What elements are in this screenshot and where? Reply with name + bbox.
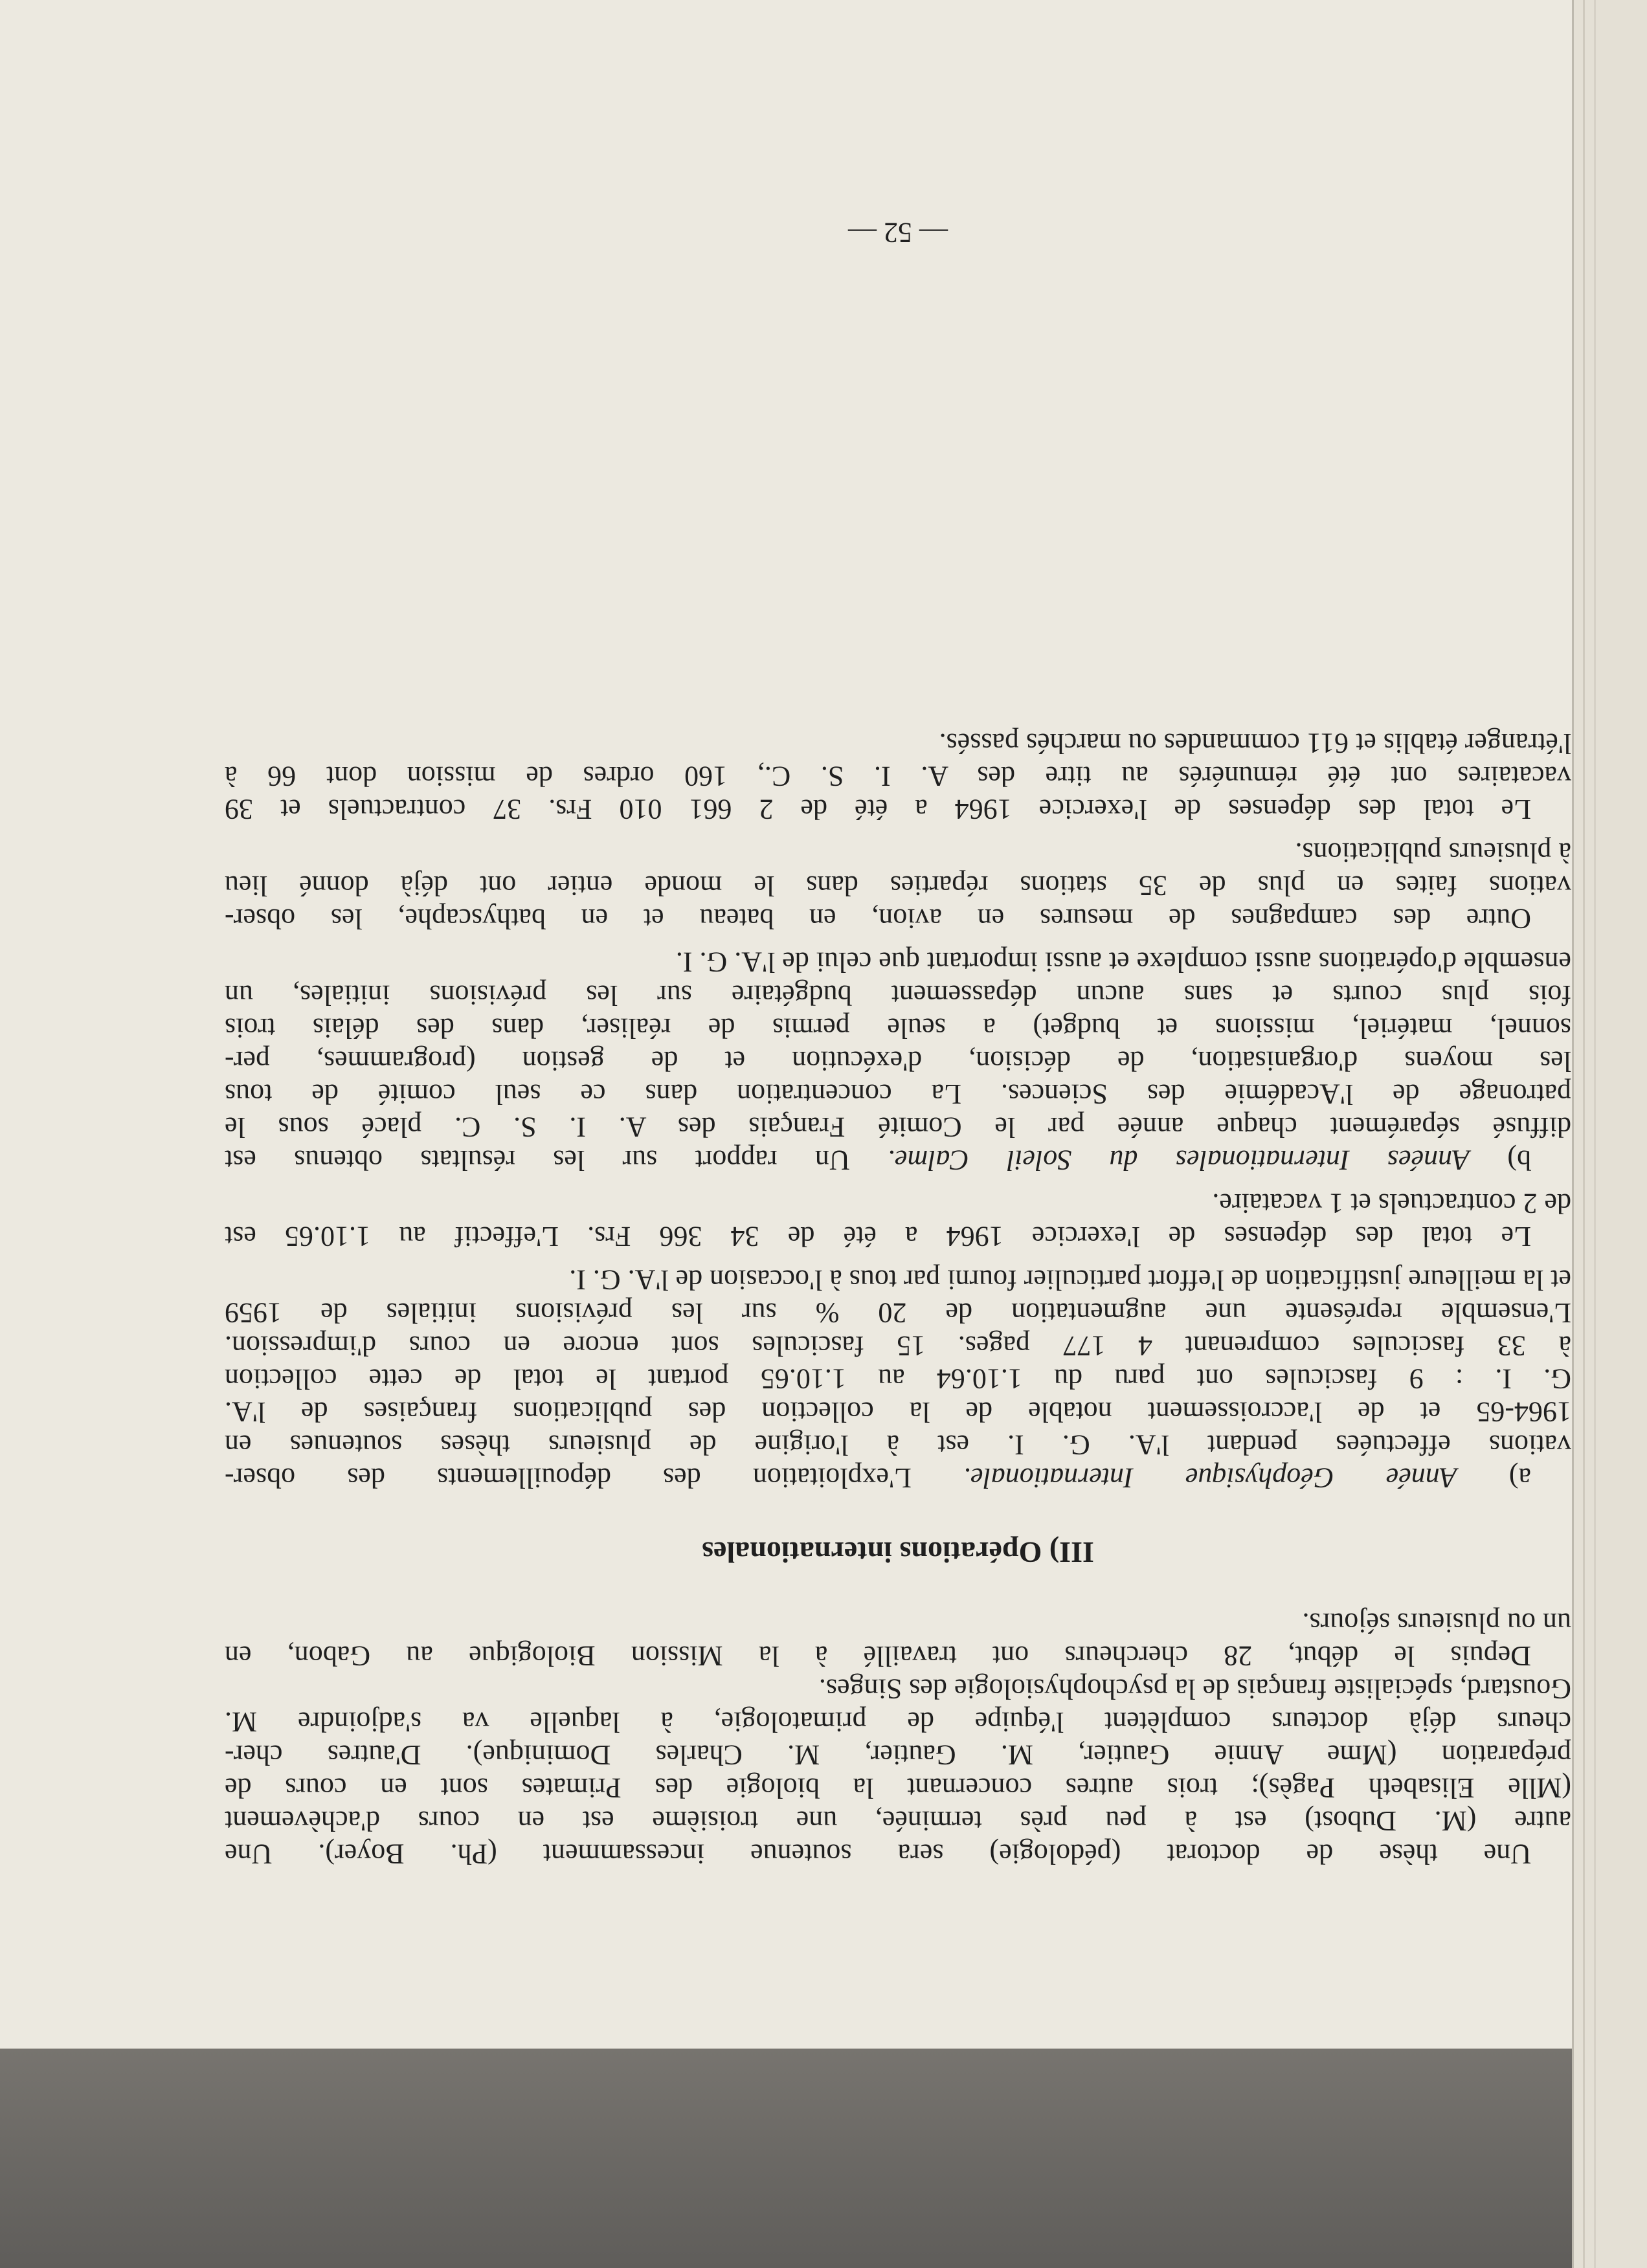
text-line <box>225 1362 1571 1395</box>
text-line <box>225 1739 1571 1772</box>
text-segment: ensemble d'opérations aussi complexe et aussi important que celui de l'A. G. I. <box>675 946 1571 978</box>
text-line <box>225 869 1571 902</box>
text-line <box>225 727 1571 760</box>
paragraph <box>225 1606 1571 1673</box>
text-segment: à plusieurs publications. <box>1295 837 1571 869</box>
text-segment: un ou plusieurs séjours. <box>1302 1607 1571 1639</box>
page-edge-line <box>1594 0 1596 2268</box>
text-line <box>225 1606 1571 1640</box>
text-segment: Outre des campagnes de mesures en avion, en bateau et en bathyscaphe, les obser- <box>225 903 1531 935</box>
paragraph-gap <box>225 935 1571 946</box>
text-segment: autre (M. Dubost) est à peu près terminée, une troisième est en cours d'achèvement <box>225 1805 1571 1837</box>
text-segment: l'étranger établis et 611 commandes ou marchés passés. <box>939 728 1571 759</box>
page-edge-line <box>1583 0 1585 2268</box>
text-segment: diffusé séparément chaque année par le Comité Français des A. I. S. C. placé sous le <box>225 1111 1571 1143</box>
text-segment: a) <box>1457 1462 1531 1494</box>
section-international-operations <box>225 727 1571 1495</box>
text-segment: 1964-65 et de l'accroissement notable de la collection des publications françaises de l'A. <box>225 1396 1571 1428</box>
text-line <box>225 1429 1571 1462</box>
paragraph-gap <box>225 826 1571 836</box>
text-line <box>225 1078 1571 1111</box>
text-line <box>225 1805 1571 1838</box>
paragraph <box>225 1187 1571 1253</box>
text-segment: L'exploitation des dépouillements des obser- <box>225 1462 963 1494</box>
text-segment: sonnel, matériel, missions et budget) a seule permis de réaliser, dans des délais trois <box>225 1012 1571 1044</box>
text-line <box>225 946 1571 979</box>
text-segment: Une thèse de doctorat (pédologie) sera soutenue incessamment (Ph. Boyer). Une <box>225 1838 1531 1870</box>
text-segment: préparation (Mme Annie Gautier, M. Gautier, M. Charles Dominique). D'autres cher- <box>225 1739 1571 1771</box>
text-segment: Goustard, spécialiste français de la psychophysiologie des Singes. <box>818 1673 1571 1705</box>
text-line <box>225 1673 1571 1706</box>
text-line <box>225 1329 1571 1362</box>
text-segment: cheurs déjà docteurs complètent l'équipe de primatologie, à laquelle va s'adjoindre M. <box>225 1706 1571 1738</box>
text-line <box>225 1187 1571 1220</box>
page-content-rotated <box>225 214 1571 1871</box>
text-line <box>225 836 1571 869</box>
text-segment: et la meilleure justification de l'effort particulier fourni par tous à l'occasion de l'A. G. I. <box>569 1264 1571 1296</box>
text-segment: de 2 contractuels et 1 vacataire. <box>1212 1188 1571 1219</box>
text-line <box>225 1296 1571 1329</box>
section-before <box>225 1606 1571 1871</box>
text-line <box>225 793 1571 826</box>
text-line <box>225 760 1571 793</box>
text-line <box>225 1263 1571 1296</box>
text-segment: à 33 fascicules comprenant 4 177 pages. 15 fascicules sont encore en cours d'impression. <box>225 1330 1571 1362</box>
text-line <box>225 1012 1571 1045</box>
text-segment: vacataires ont été rémunérés au titre des A. I. S. C., 160 ordres de mission dont 66 à <box>225 761 1571 792</box>
text-segment: L'ensemble représente une augmentation de 20 % sur les prévisions initiales de 1959 <box>225 1297 1571 1329</box>
page-edge-line <box>1572 0 1574 2268</box>
text-segment: b) <box>1470 1144 1531 1176</box>
text-line <box>225 1111 1571 1144</box>
text-segment: Un rapport sur les résultats obtenus est <box>224 1144 888 1176</box>
page-number: — 52 — <box>848 217 948 249</box>
paragraph <box>225 836 1571 935</box>
text-line <box>225 1395 1571 1429</box>
paragraph <box>225 1263 1571 1495</box>
text-segment: G. I. : 9 fascicules ont paru du 1.10.64 au 1.10.65 portant le total de cette collection <box>225 1363 1571 1395</box>
text-segment: Depuis le début, 28 chercheurs ont travaillé à la Mission Biologique au Gabon, en <box>225 1640 1531 1672</box>
italic-title: Années Internationales du Soleil Calme. <box>887 1144 1470 1176</box>
text-segment: (Mlle Elisabeth Pagès); trois autres concernant la biologie des Primates sont en cours de <box>225 1772 1571 1804</box>
text-line <box>225 1462 1571 1495</box>
text-line <box>225 1838 1571 1871</box>
italic-title: Année Géophysique Internationale. <box>963 1462 1457 1494</box>
text-segment: vations faites en plus de 35 stations réparties dans le monde entier ont déjà donné lieu <box>225 870 1571 902</box>
text-segment: les moyens d'organisation, de décision, d'exécution et de gestion (programmes, per- <box>225 1045 1571 1077</box>
text-line <box>225 1640 1571 1673</box>
paragraph-gap <box>225 1253 1571 1263</box>
paragraph <box>225 727 1571 826</box>
text-line <box>225 1706 1571 1739</box>
text-segment: patronage de l'Académie des Sciences. La concentration dans ce seul comité de tous <box>225 1078 1571 1110</box>
text-segment: Le total des dépenses de l'exercice 1964 a été de 2 661 010 Frs. 37 contractuels et 39 <box>225 794 1531 825</box>
text-segment: fois plus courts et sans aucun dépassement budgétaire sur les prévisions initiales, un <box>225 979 1571 1011</box>
scanner-background <box>0 2049 1573 2268</box>
paragraph <box>225 1673 1571 1871</box>
text-line <box>225 1144 1571 1177</box>
text-line <box>225 979 1571 1012</box>
text-segment: Le total des dépenses de l'exercice 1964 a été de 34 366 Frs. L'effectif au 1.10.65 est <box>225 1221 1531 1252</box>
text-line <box>225 1220 1571 1253</box>
text-line <box>225 1772 1571 1805</box>
text-segment: vations effectuées pendant l'A. G. I. est à l'origine de plusieurs thèses soutenues en <box>225 1429 1571 1461</box>
text-line <box>225 1045 1571 1078</box>
paragraph <box>225 946 1571 1177</box>
section-heading: III) Opérations internationales <box>702 1536 1094 1569</box>
text-line <box>225 902 1571 935</box>
paragraph-gap <box>225 1177 1571 1187</box>
